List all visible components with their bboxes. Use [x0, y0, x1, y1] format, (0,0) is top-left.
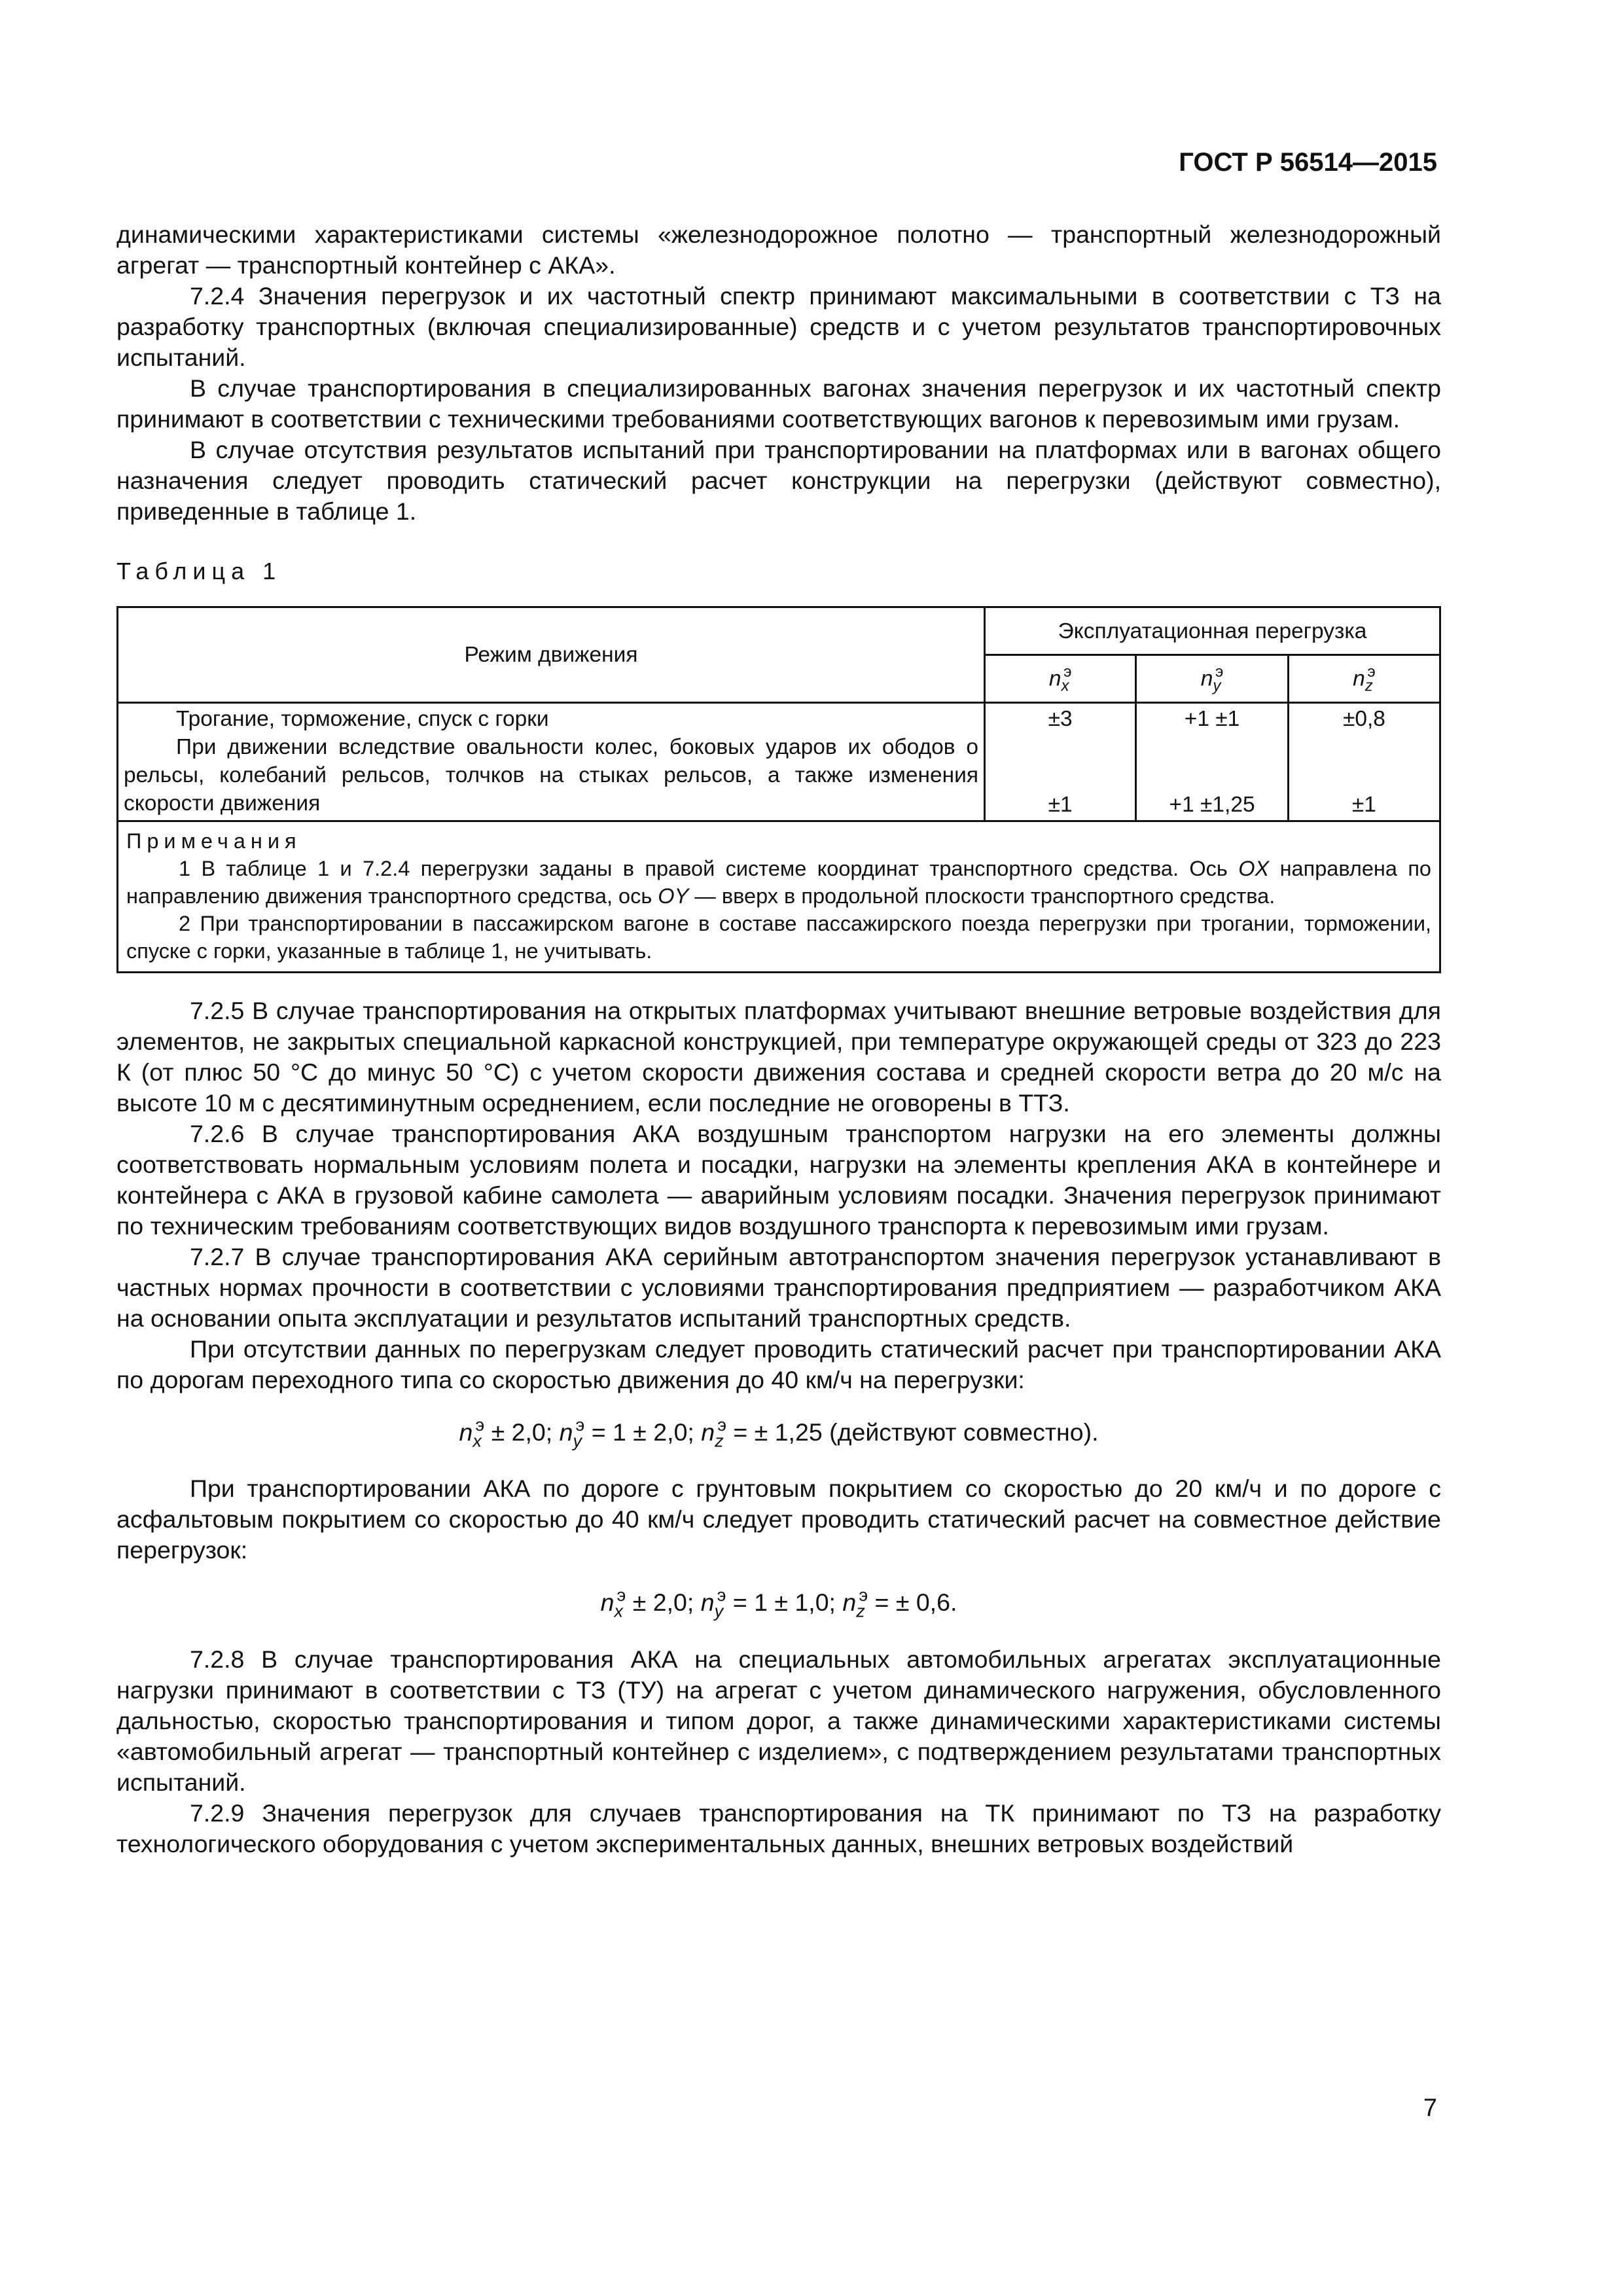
paragraph-7-2-7: 7.2.7 В случае транспортирования АКА серийным автотранспортом значения перегрузок устанавливают в частных нормах прочности в соответствии с условиями транспортирования предприятием — разработчиком АКА на основании опыта эксплуатации и результатов испытаний транспортных средств.	[116, 1243, 1441, 1332]
cell-ny-start: +1 ±1	[1184, 707, 1240, 731]
formula-transitional-roads: $n_x^э \pm 2,0$; $n_y^э = 1 \pm 2,0$; $n_z^э$ = ± 1,25 (действуют совместно).	[459, 1415, 1099, 1451]
table-caption: Таблица 1	[116, 558, 282, 584]
paragraph-7-2-4: 7.2.4 Значения перегрузок и их частотный спектр принимают максимальными в соответствии с ТЗ на разработку транспортных (включая специализированные) средств и с учетом результатов транспортировочных испытаний.	[116, 282, 1441, 371]
col-header-nz: $n_z^э$	[1288, 655, 1440, 703]
table-notes	[118, 821, 1440, 973]
document-body	[116, 219, 1441, 1859]
standard-header: ГОСТ Р 56514—2015	[1179, 148, 1437, 177]
cell-nx-start: ±3	[1048, 707, 1073, 731]
notes-title: Примечания	[126, 829, 302, 853]
cell-ny-motion: +1 ±1,25	[1169, 793, 1255, 817]
paragraph-7-2-9: 7.2.9 Значения перегрузок для случаев транспортирования на ТК принимают по ТЗ на разработку технологического оборудования с учетом экспериментальных данных, внешних ветровых воздействий	[116, 1799, 1441, 1857]
cell-nz-motion: ±1	[1351, 793, 1376, 817]
table-row	[118, 703, 1440, 821]
paragraph-7-2-8: 7.2.8 В случае транспортирования АКА на специальных автомобильных агрегатах эксплуатационные нагрузки принимают в соответствии с ТЗ (ТУ) на агрегат с учетом динамического нагружения, обусловленного дальностью, скоростью транспортирования и типом дорог, а также динамическими характеристиками системы «автомобильный агрегат — транспортный контейнер с изделием», с подтверждением результатами транспортных испытаний.	[116, 1645, 1441, 1796]
col-header-ny: $n_y^э$	[1136, 655, 1289, 703]
note-1: 1 В таблице 1 и 7.2.4 перегрузки заданы в правой системе координат транспортного средства. Ось OX направлена по направлению движения транспортного средства, ось OY — вверх в продольной плоскости транспортного средства.	[126, 857, 1431, 908]
row-mode-start: Трогание, торможение, спуск с горки	[176, 707, 549, 731]
paragraph-specialized-wagons: В случае транспортирования в специализированных вагонах значения перегрузок и их частотный спектр принимают в соответствии с техническими требованиями соответствующих вагонов к перевозимым ими грузам.	[116, 374, 1441, 433]
col-header-nx: $n_x^э$	[985, 655, 1136, 703]
paragraph-no-data: При отсутствии данных по перегрузкам следует проводить статический расчет при транспортировании АКА по дорогам переходного типа со скоростью движения до 40 км/ч на перегрузки:	[116, 1335, 1441, 1393]
paragraph-7-2-6: 7.2.6 В случае транспортирования АКА воздушным транспортом нагрузки на его элементы должны соответствовать нормальным условиям полета и посадки, нагрузки на элементы крепления АКА в контейнере и контейнера с АКА в грузовой кабине самолета — аварийным условиям посадки. Значения перегрузок принимают по техническим требованиям соответствующих видов воздушного транспорта к перевозимым ими грузам.	[116, 1120, 1441, 1240]
overload-table	[116, 606, 1441, 973]
formula-dirt-roads: $n_x^э \pm 2,0$; $n_y^э = 1 \pm 1,0$; $n_z^э$ = ± 0,6.	[600, 1585, 957, 1621]
col-header-overload: Эксплуатационная перегрузка	[985, 607, 1440, 655]
row-mode-motion: При движении вследствие овальности колес, боковых ударов их ободов о рельсы, колебаний рельсов, толчков на стыках рельсов, а также изменения скорости движения	[124, 735, 979, 816]
col-header-mode: Режим движения	[118, 607, 985, 703]
cell-nx-motion: ±1	[1048, 793, 1073, 817]
paragraph-no-test-results: В случае отсутствия результатов испытаний при транспортировании на платформах или в вагонах общего назначения следует проводить статический расчет конструкции на перегрузки (действуют совместно), приведенные в таблице 1.	[116, 436, 1441, 525]
note-2: 2 При транспортировании в пассажирском вагоне в составе пассажирского поезда перегрузки при трогании, торможении, спуске с горки, указанные в таблице 1, не учитывать.	[126, 912, 1431, 963]
paragraph-continuation: динамическими характеристиками системы «железнодорожное полотно — транспортный железнодорожный агрегат — транспортный контейнер с АКА».	[116, 221, 1441, 279]
cell-nz-start: ±0,8	[1342, 707, 1385, 731]
page-number: 7	[1423, 2094, 1437, 2122]
paragraph-7-2-5: 7.2.5 В случае транспортирования на открытых платформах учитывают внешние ветровые воздействия для элементов, не закрытых специальной каркасной конструкцией, при температуре окружающей среды от 323 до 223 К (от плюс 50 °С до минус 50 °С) с учетом скорости движения состава и средней скорости ветра до 20 м/с на высоте 10 м с десятиминутным осреднением, если последние не оговорены в ТТЗ.	[116, 997, 1441, 1117]
paragraph-dirt-roads: При транспортировании АКА по дороге с грунтовым покрытием со скоростью до 20 км/ч и по дороге с асфальтовым покрытием со скоростью до 40 км/ч следует проводить статический расчет на совместное действие перегрузок:	[116, 1475, 1441, 1564]
